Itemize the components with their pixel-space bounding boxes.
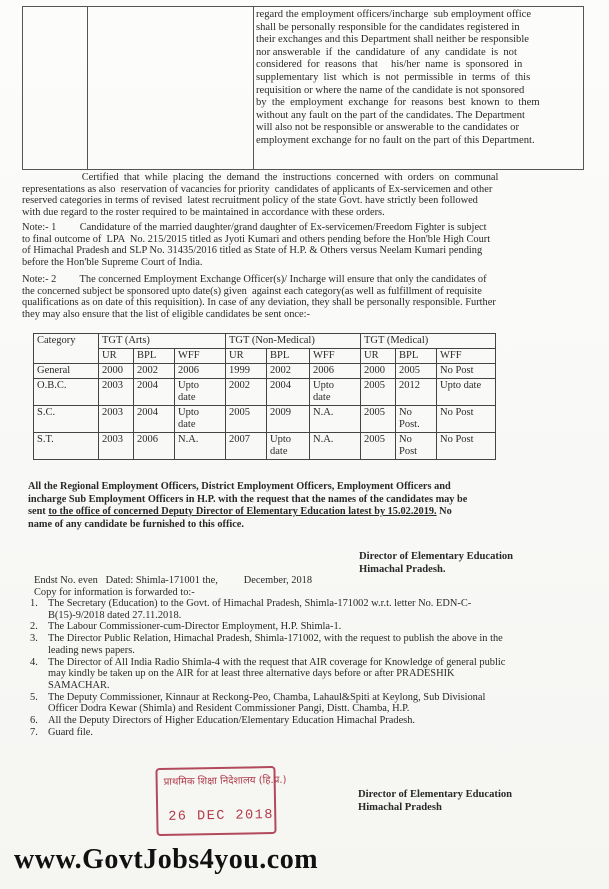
copy-list-text: Officer Dodra Kewar (Shimla) and Resident Commissioner Pangi, Distt. Chamba, H.P.	[48, 703, 410, 715]
certified-line: representations as also reservation of vacancies for priority candidates of applicants of Ex-servicemen and other	[22, 183, 493, 195]
clause-line: will also not be responsible or answerable to the candidates or	[256, 122, 520, 134]
table-cell: Upto date	[267, 433, 310, 460]
note1-line: before the Hon'ble Supreme Court of India.	[22, 256, 203, 268]
table-cell: 2006	[134, 433, 175, 460]
clause-line: their exchanges and this Department shall neither be responsible	[256, 34, 529, 46]
table-group-header: TGT (Medical)	[361, 334, 496, 349]
note-2	[22, 274, 582, 320]
table-cell: No Post.	[396, 406, 437, 433]
copy-list-text: The Labour Commissioner-cum-Director Employment, H.P. Shimla-1.	[48, 621, 342, 633]
table-cell-category: General	[34, 364, 99, 379]
clause-line: considered for reasons that his/her name is sponsored in	[256, 59, 523, 71]
copy-list-item	[30, 657, 590, 692]
table-cell: 1999	[226, 364, 267, 379]
copy-list-text: All the Deputy Directors of Higher Education/Elementary Education Himachal Pradesh.	[48, 715, 416, 727]
copy-list-text: The Secretary (Education) to the Govt. of Himachal Pradesh, Shimla-171002 w.r.t. letter No. EDN-C-	[48, 598, 472, 609]
clause-line: employment exchange for no fault on the part of this Department.	[256, 134, 535, 146]
table-cell: 2003	[99, 379, 134, 406]
table-cell: 2005	[396, 364, 437, 379]
table-cell: N.A.	[310, 406, 361, 433]
recipients-line-2: incharge Sub Employment Officers in H.P. with the request that the names of the candidates may be	[28, 493, 468, 505]
table-cell: Upto date	[175, 379, 226, 406]
copy-list-text: B(15)-9/2018 dated 27.11.2018.	[48, 609, 182, 621]
table-group-header: TGT (Non-Medical)	[226, 334, 361, 349]
clause-line: regard the employment officers/incharge sub employment office	[256, 9, 532, 20]
note2-line: the concerned subject be sponsored upto date(s) given against each category(as well as fulfillment of requisite	[22, 285, 482, 297]
clause-line: supplementary list which is not permissible in terms of this	[256, 71, 531, 83]
copy-list-item	[30, 692, 590, 715]
table-cell: 2004	[134, 379, 175, 406]
table-cell: No Post	[437, 433, 496, 460]
certified-line: Certified that while placing the demand the instructions concerned with orders on communal	[22, 172, 499, 183]
table-cell: 2004	[134, 406, 175, 433]
clause-line: requisition or where the name of the candidate is not sponsored	[256, 84, 525, 96]
table-row	[34, 379, 496, 406]
table-cell: Upto date	[175, 406, 226, 433]
table-cell: 2012	[396, 379, 437, 406]
copy-list-item	[30, 633, 590, 656]
table-sub-header: WFF	[310, 349, 361, 364]
deadline-text: to the office of concerned Deputy Director of Elementary Education latest by 15.02.2019.	[48, 506, 437, 518]
website-watermark: www.GovtJobs4you.com	[14, 844, 319, 875]
recipients-line-1: All the Regional Employment Officers, District Employment Officers, Employment Officers and	[28, 481, 451, 492]
copy-list-number: 6.	[30, 715, 38, 727]
table-cell: 2007	[226, 433, 267, 460]
copy-list-text: SAMACHAR.	[48, 679, 110, 691]
note1-line: of Himachal Pradesh and SLP No. 31435/2016 titled as State of H.P. & Others versus Neelam Kumari pending	[22, 245, 483, 257]
table-sub-header: BPL	[396, 349, 437, 364]
table-cell: Upto date	[437, 379, 496, 406]
note2-line: Note:- 2 The concerned Employment Exchange Officer(s)/ Incharge will ensure that only the candidates of	[22, 274, 487, 285]
vacancy-category-table	[33, 333, 496, 460]
table-cell: 2002	[226, 379, 267, 406]
clause-line: shall be personally responsible for the candidates registered in	[256, 21, 520, 33]
note1-line: Note:- 1 Candidature of the married daughter/grand daughter of Ex-servicemen/Freedom Fighter is subject	[22, 222, 487, 233]
table-row	[34, 406, 496, 433]
table-cell: 2002	[267, 364, 310, 379]
table-group-header: TGT (Arts)	[99, 334, 226, 349]
table-cell: 2000	[361, 364, 396, 379]
copy-list-item	[30, 727, 590, 739]
table-cell-category: S.T.	[34, 433, 99, 460]
note-1	[22, 222, 582, 268]
signature-block-2: Director of Elementary Education Himachal Pradesh	[358, 789, 513, 813]
table-cell: Upto date	[310, 379, 361, 406]
copy-intro: Copy for information is forwarded to:-	[34, 587, 195, 598]
table-cell: 2002	[134, 364, 175, 379]
copy-forwarded-list	[30, 598, 590, 738]
clause-line: nor answerable if the candidature of any candidate is not	[256, 46, 517, 58]
copy-list-text: The Deputy Commissioner, Kinnaur at Reckong-Peo, Chamba, Lahaul&Spiti at Keylong, Sub Divisional	[48, 691, 486, 703]
copy-list-number: 7.	[30, 726, 38, 738]
endorsement-number: Endst No. even Dated: Shimla-171001 the, December, 2018	[34, 575, 313, 586]
received-date-stamp	[155, 766, 287, 836]
clause-line: without any fault on the part of the candidates. The Department	[256, 109, 525, 121]
note1-line: to final outcome of LPA No. 215/2015 titled as Jyoti Kumari and others pending before the Hon'ble High Court	[22, 233, 491, 245]
copy-list-number: 5.	[30, 691, 38, 703]
table-sub-header: BPL	[267, 349, 310, 364]
table-cell: No Post	[437, 406, 496, 433]
responsibility-clause	[256, 9, 576, 148]
table-cell: No Post	[396, 433, 437, 460]
table-cell: 2005	[361, 433, 396, 460]
copy-list-text: leading news papers.	[48, 644, 135, 656]
table-cell: 2003	[99, 433, 134, 460]
clause-line: by the employment exchange for reasons best known to them	[256, 97, 540, 109]
note2-line: qualifications as on date of this requisition). In case of any deviation, they shall be personally responsible. Further	[22, 297, 496, 309]
table-cell: 2005	[226, 406, 267, 433]
table-cell: 2004	[267, 379, 310, 406]
table-row	[34, 364, 496, 379]
table-cell: N.A.	[175, 433, 226, 460]
copy-list-number: 3.	[30, 633, 38, 645]
recipients-line-4: name of any candidate be furnished to this office.	[28, 518, 244, 530]
copy-list-number: 4.	[30, 656, 38, 668]
table-sub-header: BPL	[134, 349, 175, 364]
stamp-date: 26 DEC 2018	[168, 807, 275, 825]
table-column-2	[88, 7, 254, 169]
copy-list-text: Guard file.	[48, 726, 94, 738]
table-header-category: Category	[34, 334, 99, 364]
table-cell: No Post	[437, 364, 496, 379]
table-sub-header: WFF	[175, 349, 226, 364]
certified-paragraph	[22, 172, 582, 218]
copy-list-text: The Director of All India Radio Shimla-4 with the request that AIR coverage for Knowledge of general public	[48, 656, 506, 668]
copy-list-item	[30, 715, 590, 727]
copy-list-number: 2.	[30, 621, 38, 633]
table-cell: 2005	[361, 379, 396, 406]
copy-list-text: may kindly be taken up on the AIR for at least three alternative days before or after PRADESHIK	[48, 668, 455, 680]
signature-block-1: Director of Elementary Education Himachal Pradesh.	[359, 551, 514, 575]
table-cell: N.A.	[310, 433, 361, 460]
copy-list-item	[30, 621, 590, 633]
certified-line: reserved categories in terms of revised latest recruitment policy of the state Govt. have strictly been followed	[22, 195, 478, 207]
table-column-1	[23, 7, 88, 169]
table-cell: 2000	[99, 364, 134, 379]
copy-list-number: 1.	[30, 598, 38, 609]
table-row	[34, 433, 496, 460]
copy-list-item	[30, 598, 590, 621]
table-sub-header: UR	[361, 349, 396, 364]
table-cell: 2003	[99, 406, 134, 433]
table-sub-header: WFF	[437, 349, 496, 364]
recipients-line-3: sent to the office of concerned Deputy Director of Elementary Education latest by 15.02.2019. No	[28, 506, 452, 518]
table-cell: 2006	[175, 364, 226, 379]
table-cell-category: O.B.C.	[34, 379, 99, 406]
table-cell: 2006	[310, 364, 361, 379]
note2-line: they may also ensure that the list of eligible candidates be sent once:-	[22, 308, 310, 320]
certified-line: with due regard to the roster required to be maintained in accordance with these orders.	[22, 206, 385, 218]
copy-list-text: The Director Public Relation, Himachal Pradesh, Shimla-171002, with the request to publish the above in the	[48, 633, 503, 645]
table-cell: 2009	[267, 406, 310, 433]
table-cell: 2005	[361, 406, 396, 433]
table-cell-category: S.C.	[34, 406, 99, 433]
recipients-paragraph	[28, 481, 558, 531]
table-sub-header: UR	[99, 349, 134, 364]
table-sub-header: UR	[226, 349, 267, 364]
stamp-header: प्राथमिक शिक्षा निदेशालय (हि.प्र.)	[163, 774, 287, 788]
